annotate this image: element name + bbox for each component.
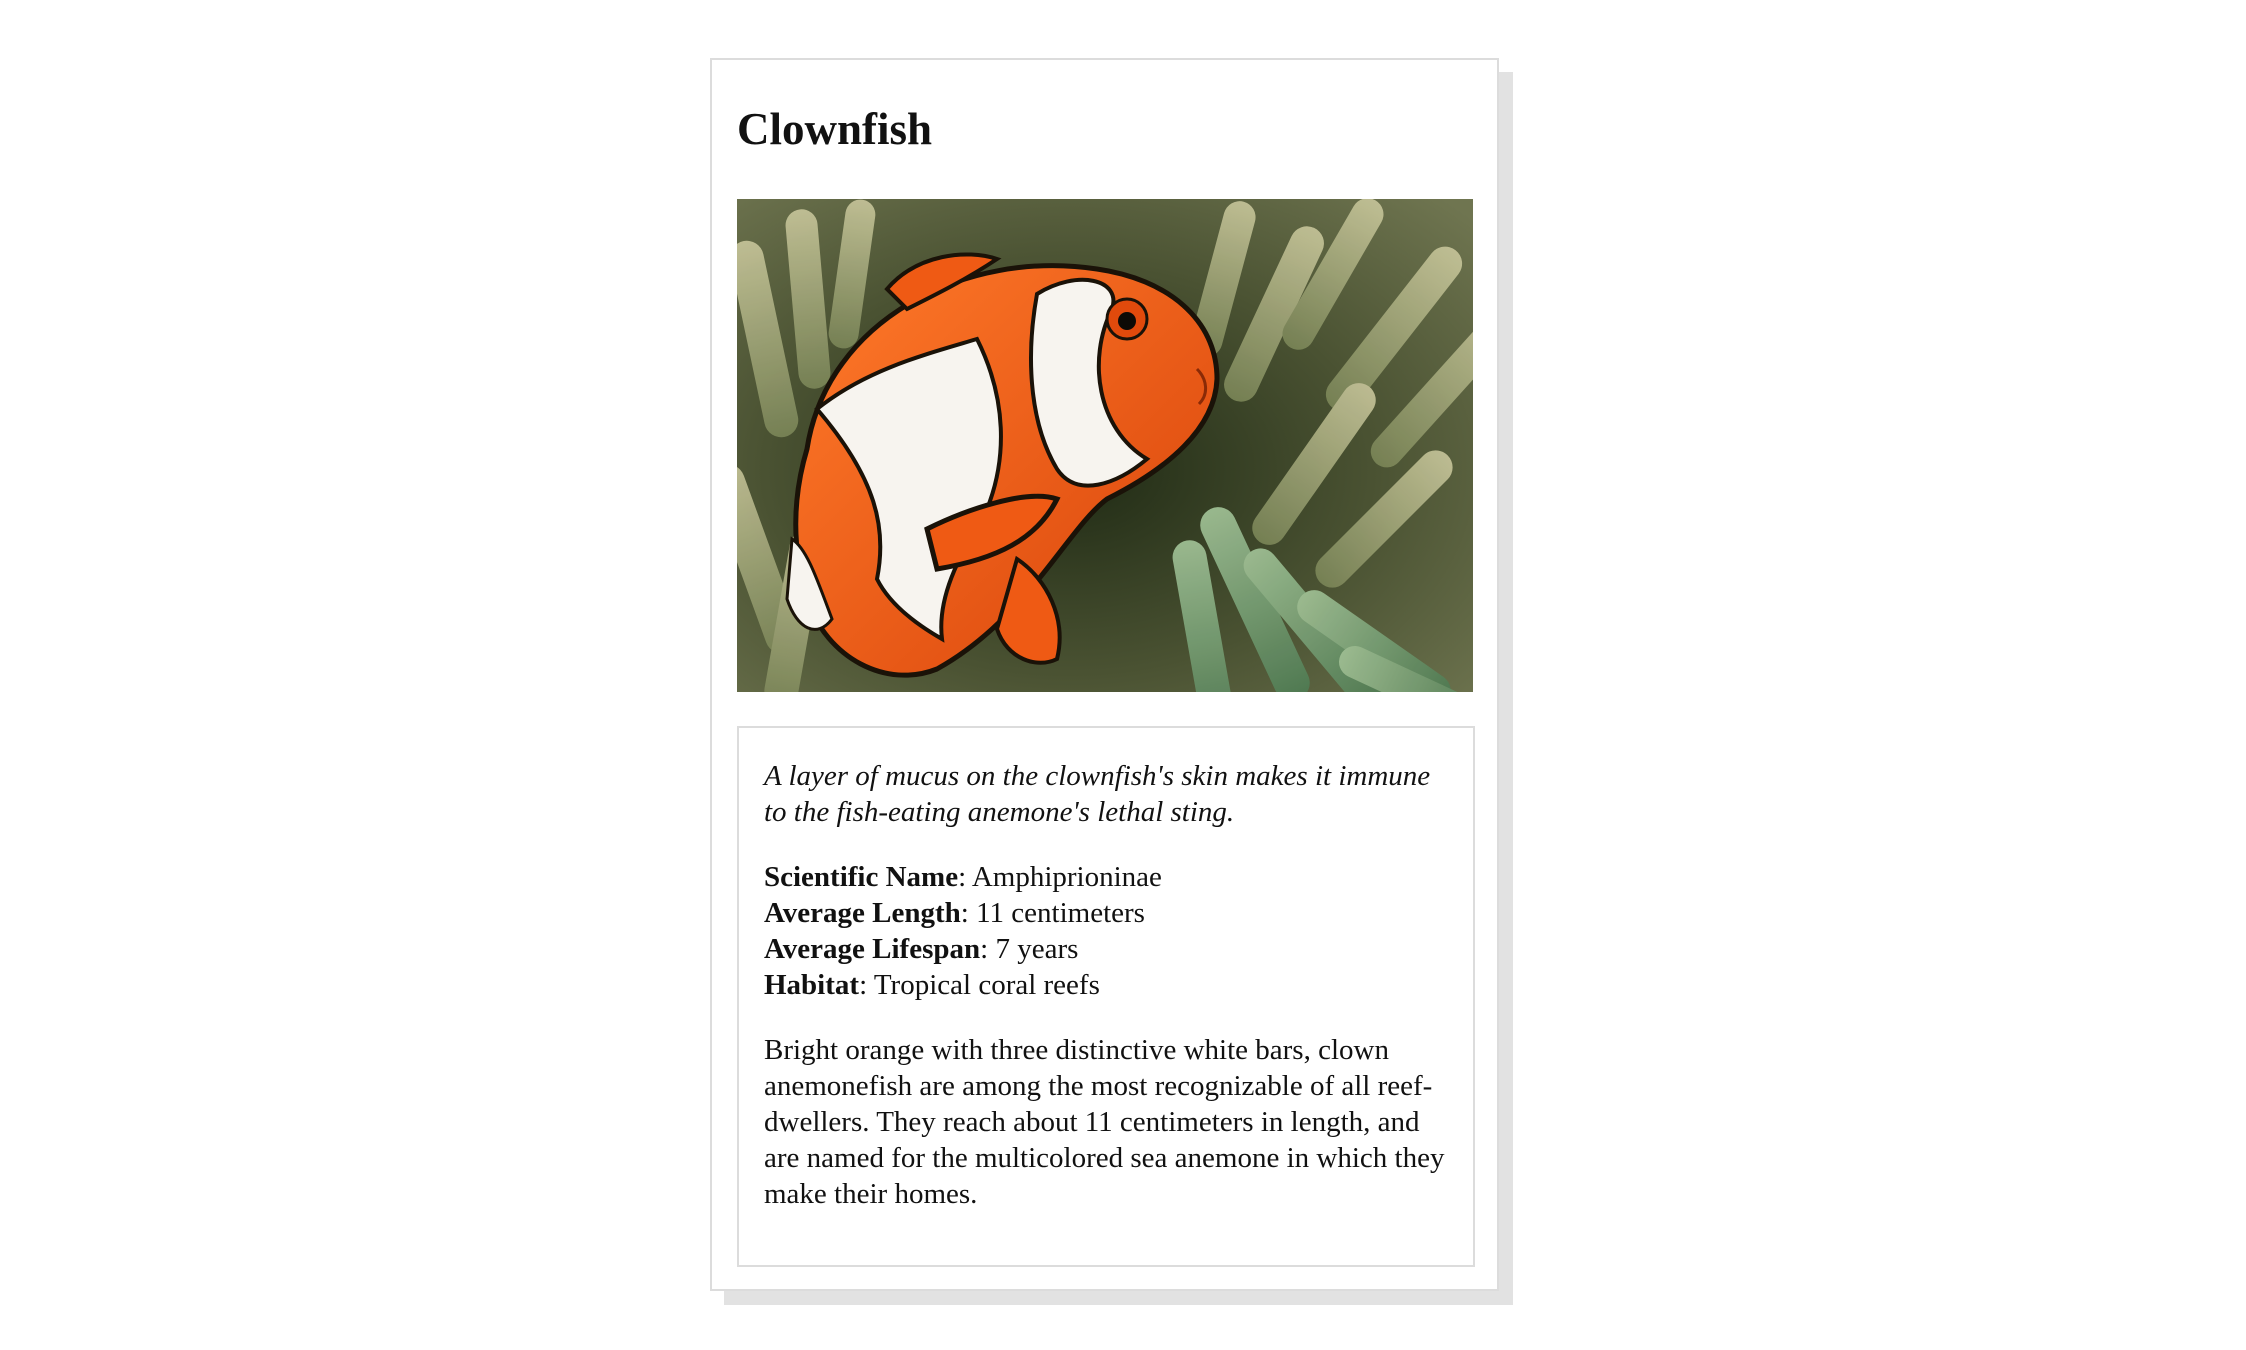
card-title: Clownfish (737, 104, 933, 154)
fact-habitat (764, 967, 1449, 1003)
fact-label: Average Lifespan (764, 933, 981, 965)
fact-value: Tropical coral reefs (873, 969, 1100, 1001)
fact-average-lifespan (764, 931, 1449, 967)
fact-label: Habitat (764, 969, 860, 1001)
clownfish-photo (737, 199, 1473, 692)
fact-value: 7 years (995, 933, 1079, 965)
fact-label: Average Length (764, 897, 961, 929)
description: Bright orange with three distinctive white bars, clown anemonefish are among the most recognizable of all reef-dwellers. They reach about 11 centimeters in length, and are named for the multicolored sea anemone in which they make their homes. (764, 1034, 1445, 1210)
info-panel (737, 726, 1475, 1267)
fact-separator: : (960, 897, 977, 929)
fact-label: Scientific Name (764, 861, 959, 893)
fact-value: Amphiprioninae (971, 861, 1162, 893)
fact-separator: : (980, 933, 996, 965)
fact-separator: : (958, 861, 972, 893)
fact-value: 11 centimeters (976, 897, 1145, 929)
fact-scientific-name (764, 859, 1449, 895)
tagline: A layer of mucus on the clownfish's skin makes it immune to the fish-eating anemone's lethal sting. (764, 760, 1431, 828)
fact-average-length (764, 895, 1449, 931)
animal-card (710, 58, 1499, 1291)
facts-list (764, 859, 1449, 1003)
fact-separator: : (859, 969, 874, 1001)
clownfish-illustration (737, 199, 1473, 692)
